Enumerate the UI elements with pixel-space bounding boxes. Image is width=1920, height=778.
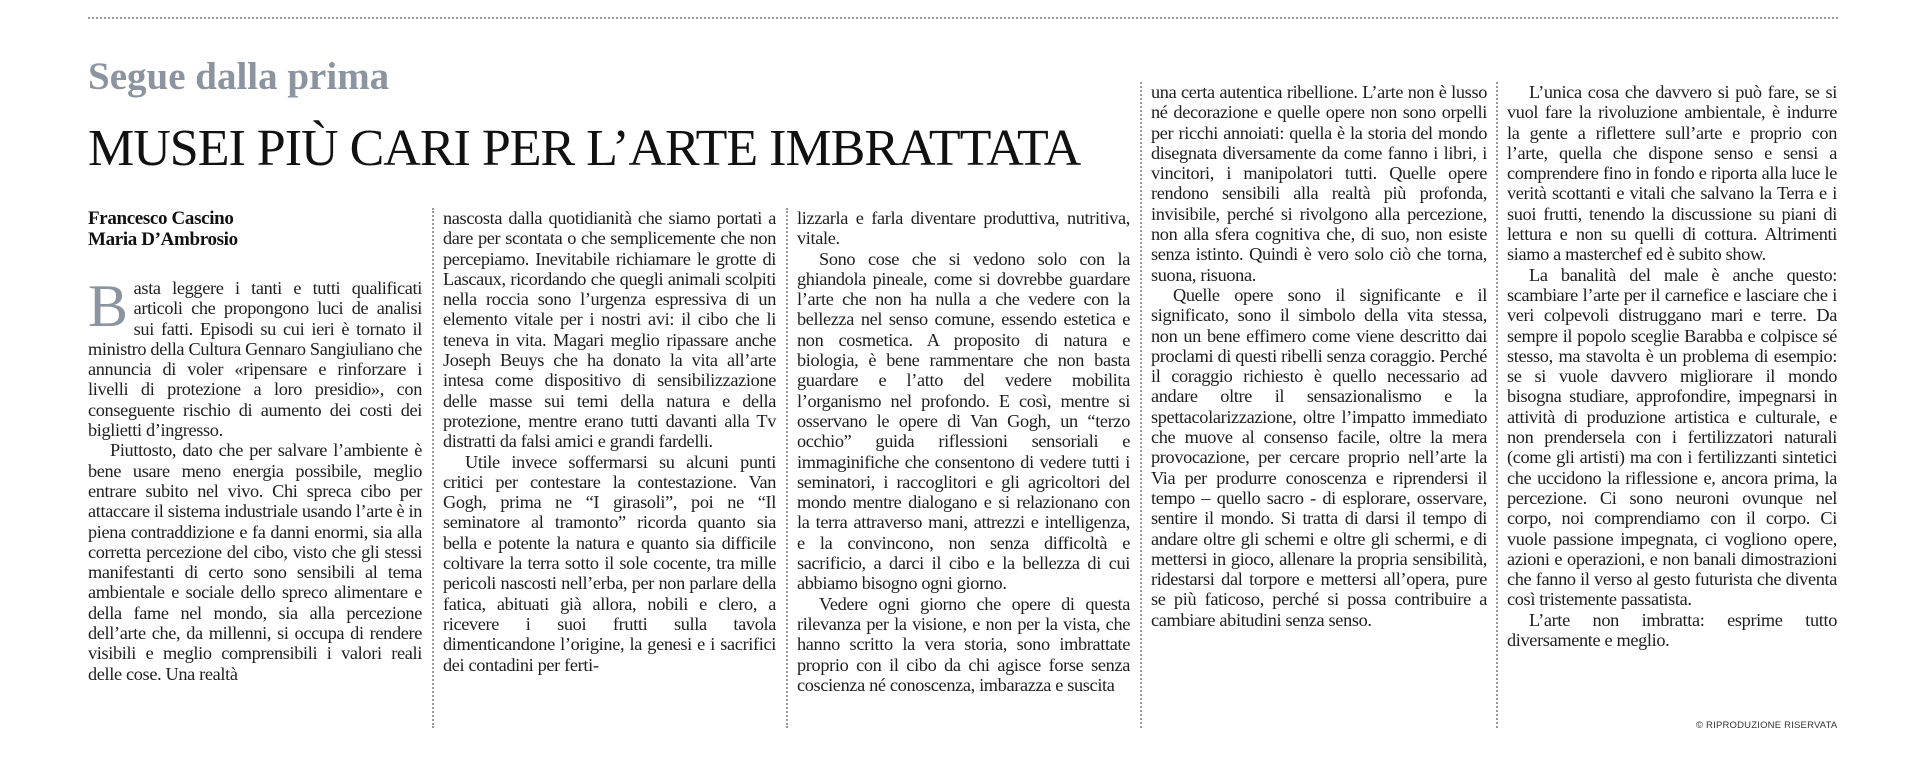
column-divider [786,208,788,728]
paragraph: Quelle opere sono il significante e il significato, sono il simbolo della vita stessa, non un bene effimero come viene descritto dai proclami di questi ribelli senza coraggio. Perché il coraggio richiesto è quello necessario ad andare oltre il sensazionalismo e la spettacolarizzazione, oltre l’impatto immediato che muove al consenso facile, oltre la mera provocazione, per cercare proprio nell’arte la Via per produrre conoscenza e riprendersi il tempo – quello sacro - di esplorare, osservare, sentire il mondo. Si tratta di darsi il tempo di andare oltre gli schemi e oltre gli schermi, e di mettersi in gioco, allenare la propria sensibilità, ridestarsi dal torpore e mettersi all’opera, pure se più faticoso, perché si possa contribuire a cambiare abitudini senza senso. [1151,284,1487,630]
column-divider [1496,82,1498,728]
paragraph: Piuttosto, dato che per salvare l’ambiente è bene usare meno energia possibile, meglio entrare subito nel vivo. Chi spreca cibo per attaccare il sistema industriale usando l’arte è in piena contraddizione e fa danni enormi, sia alla corretta percezione del cibo, visto che gli stessi manifestanti di certo sono sensibili al tema ambientale e sociale dello spreco alimentare e della fame nel mondo, sia alla percezione dell’arte che, da millenni, si occupa di rendere visibili e meglio comprensibili i valori reali delle cose. Una realtà [88,440,422,684]
column-divider [1140,82,1142,728]
column-1 [88,208,422,684]
column-5 [1507,82,1837,650]
paragraph: L’unica cosa che davvero si può fare, se si vuol fare la rivoluzione ambientale, è indurre la gente a riflettere sull’arte e proprio con l’arte, quella che dispone senso e sensi a comprendere fino in fondo e riporta alla luce le verità scottanti e vitali che salvano la Terra e i suoi frutti, tenendo la discussione su piani di lettura e non su quelli di cottura. Altrimenti siamo a masterchef ed è subito show. [1507,82,1837,265]
paragraph: nascosta dalla quotidianità che siamo portati a dare per scontata o che semplicemente che non percepiamo. Inevitabile richiamare le grotte di Lascaux, ricordando che quegli animali scolpiti nella roccia sono l’urgenza espressiva di un elemento vitale per i nostri avi: il cibo che li teneva in vita. Magari meglio ripassare anche Joseph Beuys che ha donato la vita all’arte intesa come dispositivo di sensibilizzazione delle masse sui temi della natura e della protezione, mentre erano tutti davanti alla Tv distratti da falsi amici e grandi fardelli. [443,208,776,452]
byline [88,208,422,250]
paragraph: Sono cose che si vedono solo con la ghiandola pineale, come si dovrebbe guardare l’arte che non ha nulla a che vedere con la bellezza nel senso comune, essendo estetica e non cosmetica. A proposito di natura e biologia, è bene rammentare che non basta guardare e l’atto del vedere mobilita l’organismo nel profondo. E così, mentre si osservano le opere di Van Gogh, un “terzo occhio” guida riflessioni sensoriali e immaginifiche che consentono di vedere tutti i seminatori, i raccoglitori e gli agricoltori del mondo mentre dialogano e si relazionano con la terra attraverso mani, attrezzi e intelligenza, e la convincono, non senza difficoltà e sacrificio, a darci il cibo e la bellezza di cui abbiamo bisogno ogni giorno. [797,248,1130,594]
column-2 [443,208,776,675]
paragraph: lizzarla e farla diventare produttiva, nutritiva, vitale. [797,208,1130,249]
paragraph: una certa autentica ribellione. L’arte non è lusso né decorazione e quelle opere non sono orpelli per ricchi annoiati: quella è la storia del mondo disegnata diversamente da come fanno i libri, i vincitori, i manipolatori tutti. Quelle opere rendono sensibili alla realtà più profonda, invisibile, perché si rivolgono alla percezione, non alla sfera cognitiva che, di suo, non esiste senza istinto. Quindi è vero solo ciò che torna, suona, risuona. [1151,82,1487,285]
kicker: Segue dalla prima [88,55,390,98]
author-2: Maria D’Ambrosio [88,229,238,250]
author-1: Francesco Cascino [88,208,234,229]
headline: MUSEI PIÙ CARI PER L’ARTE IMBRATTATA [88,120,1081,177]
paragraph: La banalità del male è anche questo: scambiare l’arte per il carnefice e lasciare che i veri colpevoli distruggano mari e terre. Da sempre il popolo sceglie Barabba e colpisce sé stesso, ma stavolta è un problema di esempio: se si vuole davvero migliorare il mondo bisogna studiare, approfondire, impegnarsi in attività di produzione artistica e culturale, e non prendersela con i fertilizzatori naturali (come gli artisti) ma con i fertilizzanti sintetici che uccidono la riflessione e, ancora prima, la percezione. Ci sono neuroni ovunque nel corpo, noi comprendiamo con il corpo. Ci vuole passione impegnata, ci vogliono opere, azioni e operazioni, e non banali dimostrazioni che fanno il verso al gesto futurista che diventa così tristemente passatista. [1507,264,1837,610]
paragraph: Utile invece soffermarsi su alcuni punti critici per contestare la contestazione. Van Gogh, prima ne “I girasoli”, poi ne “Il seminatore al tramonto” ricorda quanto sia bella e potente la natura e quanto sia difficile coltivare la terra sotto il sole cocente, tra mille pericoli nascosti nell’erba, per non parlare della fatica, abituati già allora, nobili e clero, a ricevere i suoi frutti sulla tavola dimenticandone l’origine, la genesi e i sacrifici dei contadini per ferti- [443,451,776,675]
column-4 [1151,82,1487,630]
column-divider [432,208,434,728]
copyright-notice: © RIPRODUZIONE RISERVATA [1696,720,1838,731]
paragraph: Basta leggere i tanti e tutti qualificati articoli che propongono luci de analisi sui fatti. Episodi su cui ieri è tornato il ministro della Cultura Gennaro Sangiuliano che annuncia di voler «ripensare e rinforzare i livelli di protezione a loro presidio», con conseguente rischio di aumento dei costi dei biglietti d’ingresso. [88,273,422,441]
paragraph: L’arte non imbratta: esprime tutto diversamente e meglio. [1507,609,1837,651]
column-3 [797,208,1130,695]
paragraph: Vedere ogni giorno che opere di questa rilevanza per la visione, e non per la vista, che hanno scritto la vera storia, sono imbrattate proprio con il cibo da chi agisce forse senza coscienza né conoscenza, imbarazza e suscita [797,593,1130,695]
dropcap: B [88,273,128,339]
top-dotted-rule [88,17,1838,19]
